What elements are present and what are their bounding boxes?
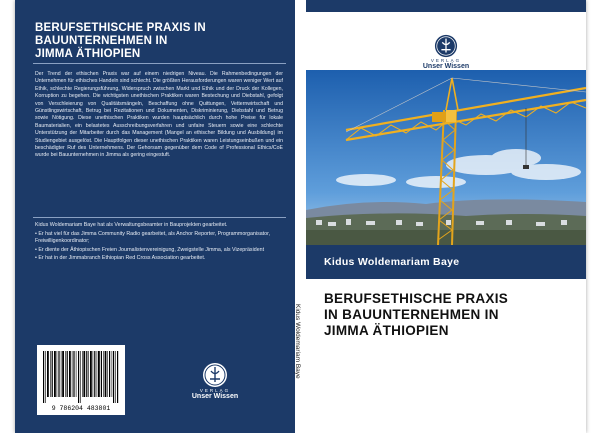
blurb-divider xyxy=(33,217,286,218)
bio-item: • Er diente der Äthiopischen Freien Journalistenvereinigung, Zweigstelle Jimma, als Vizepräsident xyxy=(35,246,265,253)
publisher-emblem-icon xyxy=(202,362,228,388)
front-publisher-logo xyxy=(411,34,481,70)
back-cover xyxy=(15,0,295,433)
cover-photo-crane xyxy=(306,70,586,245)
author-bio xyxy=(35,222,283,263)
front-title: BERUFSETHISCHE PRAXIS IN BAUUNTERNEHMEN IN JIMMA ÄTHIOPIEN xyxy=(324,291,509,338)
front-cover xyxy=(306,0,586,433)
front-author: Kidus Woldemariam Baye xyxy=(324,256,460,268)
author-bar xyxy=(306,245,586,279)
title-divider xyxy=(33,63,286,64)
back-blurb: Der Trend der ethischen Praxis war auf einem niedrigen Niveau. Die Rahmenbedingungen der Unternehmen für ethisches Handeln sind schlecht. Die größten Herausforderungen waren weniger Wert auf Ethik, schlechte Regierungsführung, Widerspruch zwischen Markt und Ethik und der Druck der Kollegen, Korruption zu begehen. Die wichtigsten unethischen Praktiken waren Bestechung und Diebstahl, gefolgt von Verschleierung von Qualitätsmängeln, Beschaffung ohne Quittungen, Vetternwirtschaft und Günstlingswirtschaft, Betrug bei Rezitationen und Dokumenten, Diskriminierung, Diebstahl und Betrug sowie Nötigung. Diese unethischen Praktiken wurden hauptsächlich durch hohe Preise für lokale Baumaterialien, ein belastetes Ausschreibungsverfahren und unfaire Steuern sowie eine schlechte Unterstützung der Mitarbeiter durch das Management (Mangel an ethischer Bildung und Ausbildung) im Studiengebiet ausgelöst. Die Hauptfolgen dieser unethischen Praktiken waren Leistungseinbußen und ein beschädigter Ruf des Unternehmens. Der Gehorsam gegenüber dem Code of Professional Ethics/CoE wurde bei Bauunternehmen in Jimma als gering eingestuft. xyxy=(35,71,283,159)
bio-item: • Er hat in der Jimmabranch Ethiopian Red Cross Association gearbeitet. xyxy=(35,254,206,261)
barcode xyxy=(37,345,125,415)
front-top-band xyxy=(306,0,586,12)
publisher-emblem-icon xyxy=(434,34,458,58)
publisher-name: Unser Wissen xyxy=(191,393,239,400)
bio-intro: Kidus Woldemariam Baye hat als Verwaltungsbeamter in Bauprojekten gearbeitet. xyxy=(35,222,228,228)
publisher-verlag: VERLAG xyxy=(199,388,231,393)
spine-author: Kidus Woldemariam Baye xyxy=(294,304,301,379)
bio-item: • Er hat viel für das Jimma Community Radio gearbeitet, als Anchor Reporter, Programmorganisator, Freiwilligenkoordinator; xyxy=(35,231,271,245)
back-title: BERUFSETHISCHE PRAXIS IN BAUUNTERNEHMEN IN JIMMA ÄTHIOPIEN xyxy=(35,22,206,60)
back-publisher-logo xyxy=(185,362,245,400)
barcode-digits: 9 786204 483801 xyxy=(51,405,111,412)
publisher-name: Unser Wissen xyxy=(422,63,470,70)
publisher-verlag: VERLAG xyxy=(430,58,462,63)
